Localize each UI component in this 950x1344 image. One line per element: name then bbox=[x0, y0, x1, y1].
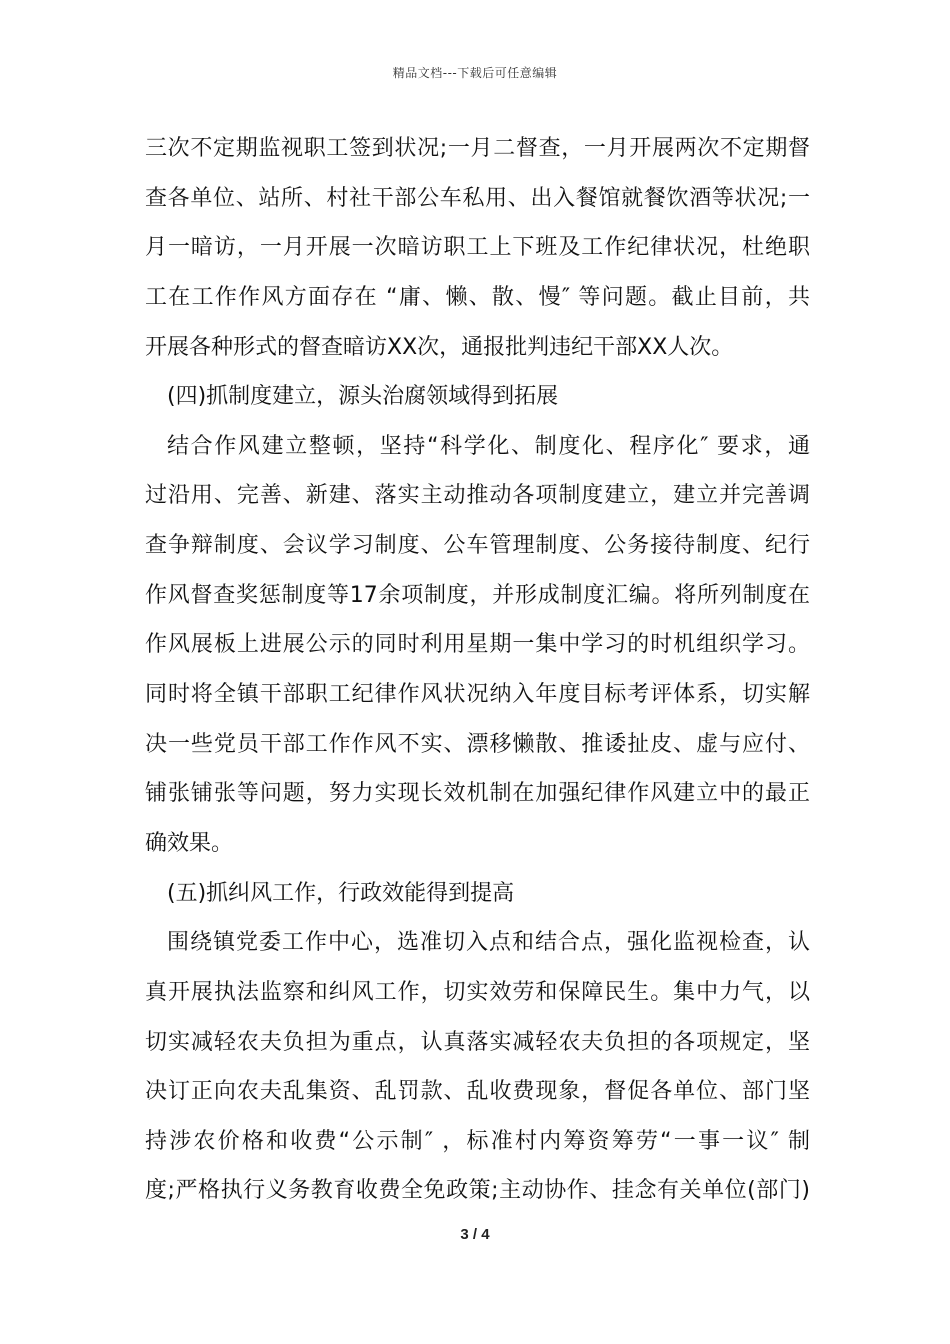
body-line: 铺张铺张等问题，努力实现长效机制在加强纪律作风建立中的最正 bbox=[145, 781, 810, 807]
body-line: 确效果。 bbox=[145, 830, 234, 856]
body-line: 同时将全镇干部职工纪律作风状况纳入年度目标考评体系，切实解 bbox=[145, 682, 810, 708]
body-line: 决一些党员干部工作作风不实、漂移懒散、推诿扯皮、虚与应付、 bbox=[145, 731, 810, 757]
body-line: 工在工作作风方面存在 “庸、懒、散、慢″ 等问题。截止目前，共 bbox=[145, 284, 810, 310]
page-number: 3 / 4 bbox=[460, 1226, 490, 1243]
body-line: 结合作风建立整顿，坚持“科学化、制度化、程序化″ 要求，通 bbox=[167, 433, 810, 459]
document-body bbox=[145, 124, 810, 1216]
section-heading: (五)抓纠风工作，行政效能得到提高 bbox=[167, 880, 515, 906]
body-line: 查争辩制度、会议学习制度、公车管理制度、公务接待制度、纪行 bbox=[145, 533, 810, 559]
body-line: 查各单位、站所、村社干部公车私用、出入餐馆就餐饮酒等状况;一 bbox=[145, 185, 810, 211]
body-line: 三次不定期监视职工签到状况;一月二督查，一月开展两次不定期督 bbox=[145, 136, 810, 161]
body-line: 度;严格执行义务教育收费全免政策;主动协作、挂念有关单位(部门) bbox=[145, 1178, 810, 1204]
body-line: 作风展板上进展公示的同时利用星期一集中学习的时机组织学习。 bbox=[145, 632, 810, 658]
body-line: 决订正向农夫乱集资、乱罚款、乱收费现象，督促各单位、部门坚 bbox=[145, 1079, 810, 1105]
body-line: 作风督查奖惩制度等17余项制度，并形成制度汇编。将所列制度在 bbox=[145, 582, 810, 608]
body-line: 过沿用、完善、新建、落实主动推动各项制度建立，建立并完善调 bbox=[145, 483, 810, 509]
body-line: 持涉农价格和收费“公示制″ ，标准村内筹资筹劳“一事一议″ 制 bbox=[145, 1128, 810, 1154]
body-line: 开展各种形式的督查暗访XX次，通报批判违纪干部XX人次。 bbox=[145, 334, 734, 360]
page-header: 精品文档---下载后可任意编辑 bbox=[392, 66, 558, 80]
body-line: 真开展执法监察和纠风工作，切实效劳和保障民生。集中力气，以 bbox=[145, 979, 810, 1005]
body-line: 月一暗访，一月开展一次暗访职工上下班及工作纪律状况，杜绝职 bbox=[145, 235, 810, 261]
section-heading: (四)抓制度建立，源头治腐领域得到拓展 bbox=[167, 384, 559, 410]
body-line: 围绕镇党委工作中心，选准切入点和结合点，强化监视检查，认 bbox=[167, 930, 810, 956]
body-line: 切实减轻农夫负担为重点，认真落实减轻农夫负担的各项规定，坚 bbox=[145, 1029, 810, 1055]
